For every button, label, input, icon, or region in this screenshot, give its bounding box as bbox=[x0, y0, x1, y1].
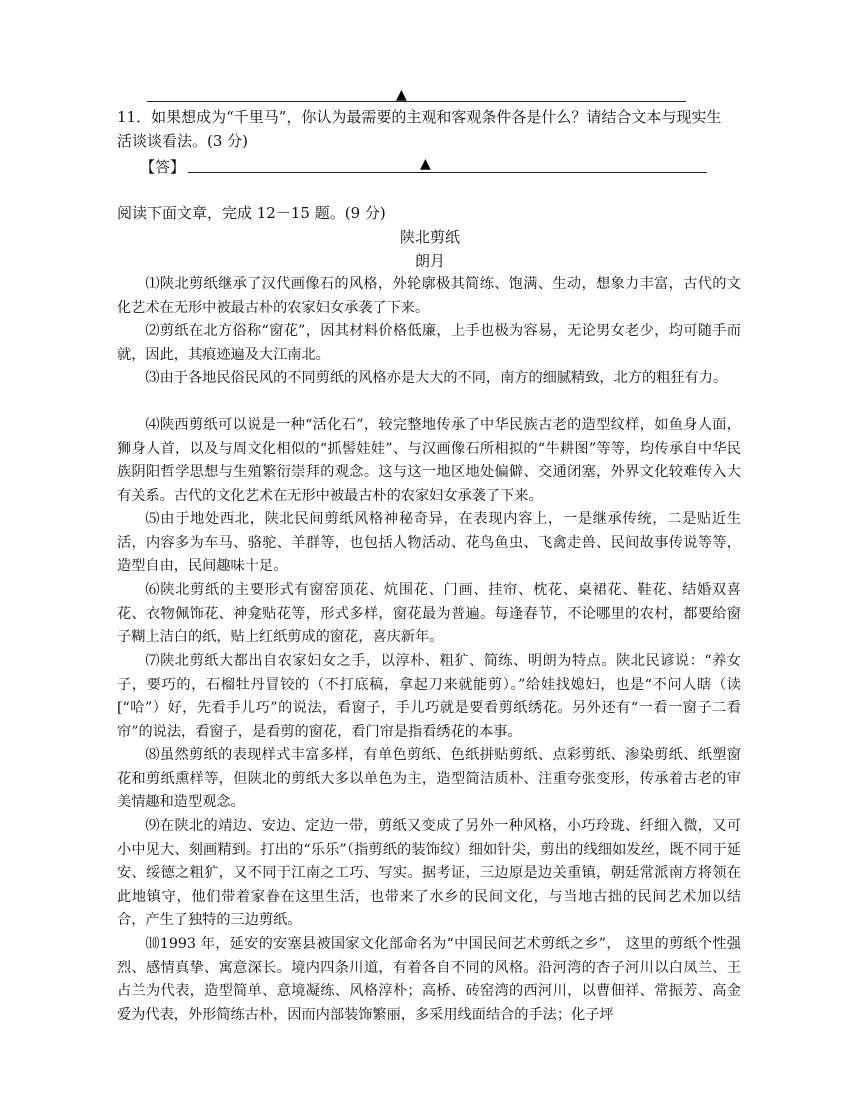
paragraph-1: ⑴陕北剪纸继承了汉代画像石的风格，外轮廓极其简练、饱满、生动，想象力丰富，古代的文化艺术在无形中被最古朴的农家妇女承袭了下来。 bbox=[117, 276, 741, 316]
q11-answer-label: 【答】 bbox=[140, 158, 186, 176]
paragraph-6: ⑹陕北剪纸的主要形式有窗窑顶花、炕围花、门画、挂帘、枕花、桌裙花、鞋花、结婚双喜花、衣物佩饰花、神龛贴花等，形式多样，窗花最为普遍。每逢春节，不论哪里的农村，都要给窗子糊上洁白的纸，贴上红纸剪成的窗花，喜庆新年。 bbox=[117, 582, 741, 646]
reading-instruction: 阅读下面文章，完成 12－15 题。(9 分) bbox=[117, 204, 386, 222]
q11-question-line-1: 11．如果想成为“千里马”，你认为最需要的主观和客观条件各是什么？请结合文本与现实生 bbox=[117, 108, 722, 126]
q11-answer-line[interactable] bbox=[188, 172, 707, 173]
q11-triangle-mark: ▲ bbox=[420, 156, 431, 172]
paragraph-10: ⑽1993 年，延安的安塞县被国家文化部命名为“中国民间艺术剪纸之乡”， 这里的剪纸个性强烈、感情真挚、寓意深长。境内四条川道，有着各自不同的风格。沿河湾的杏子河川以白凤兰、王占兰为代表，造型简单、意境凝练、风格淳朴；高桥、砖窑湾的西河川，以曹佃祥、常振芳、高金爱为代表，外形简练古朴，因而内部装饰繁丽，多采用线面结合的手法；化子坪 bbox=[117, 936, 741, 1023]
paragraph-7: ⑺陕北剪纸大都出自农家妇女之手，以淳朴、粗犷、简练、明朗为特点。陕北民谚说：“养女子，要巧的，石榴牡丹冒铰的（不打底稿，拿起刀来就能剪）。”给娃找媳妇，也是“不问人瞎（读[“哈”）好，先看手儿巧”的说法，看窗子，手儿巧就是要看剪纸绣花。另外还有“一看一窗子二看帘”的说法，看窗子，是看剪的窗花，看门帘是指看绣花的本事。 bbox=[117, 653, 741, 740]
paragraph-4: ⑷陕西剪纸可以说是一种“活化石”，较完整地传承了中华民族古老的造型纹样，如鱼身人面，狮身人首，以及与周文化相似的“抓髻娃娃”、与汉画像石所相拟的“牛耕图”等等，均传承自中华民族阴阳哲学思想与生殖繁衍崇拜的观念。这与这一地区地处偏僻、交通闭塞，外界文化较难传入大有关系。古代的文化艺术在无形中被最古朴的农家妇女承袭了下来。 bbox=[117, 417, 741, 504]
paragraph-5: ⑸由于地处西北，陕北民间剪纸风格神秘奇异，在表现内容上，一是继承传统，二是贴近生活，内容多为车马、骆驼、羊群等，也包括人物活动、花鸟鱼虫、飞禽走兽、民间故事传说等等，造型自由，民间趣味十足。 bbox=[117, 511, 741, 575]
paragraph-9: ⑼在陕北的靖边、安边、定边一带，剪纸又变成了另外一种风格，小巧玲珑、纤细入微，又可小中见大、刻画精到。打出的“乐乐”（指剪纸的装饰纹）细如针尖，剪出的线细如发丝，既不同于延安、绥德之粗犷，又不同于江南之工巧、写实。据考证，三边原是边关重镇，朝廷常派南方将领在此地镇守，他们带着家眷在这里生活，也带来了水乡的民间文化，与当地古拙的民间艺术加以结合，产生了独特的三边剪纸。 bbox=[117, 818, 741, 929]
article-author: 朗月 bbox=[414, 252, 445, 270]
paragraph-8: ⑻虽然剪纸的表现样式丰富多样，有单色剪纸、色纸拼贴剪纸、点彩剪纸、渗染剪纸、纸塑窗花和剪纸熏样等，但陕北的剪纸大多以单色为主，造型简洁质朴、注重夸张变形，传承着古老的审美情趣和造型观念。 bbox=[117, 747, 741, 811]
q10-answer-line bbox=[147, 101, 686, 102]
paragraph-3: ⑶由于各地民俗民风的不同剪纸的风格亦是大大的不同，南方的细腻精致，北方的粗狂有力。 bbox=[145, 370, 728, 386]
q11-question-line-2: 活谈谈看法。(3 分) bbox=[117, 132, 249, 150]
article-title: 陕北剪纸 bbox=[399, 228, 460, 246]
q10-triangle-mark: ▲ bbox=[396, 87, 407, 103]
paragraph-2: ⑵剪纸在北方俗称“窗花”，因其材料价格低廉，上手也极为容易，无论男女老少，均可随手而就，因此，其痕迹遍及大江南北。 bbox=[117, 323, 741, 363]
